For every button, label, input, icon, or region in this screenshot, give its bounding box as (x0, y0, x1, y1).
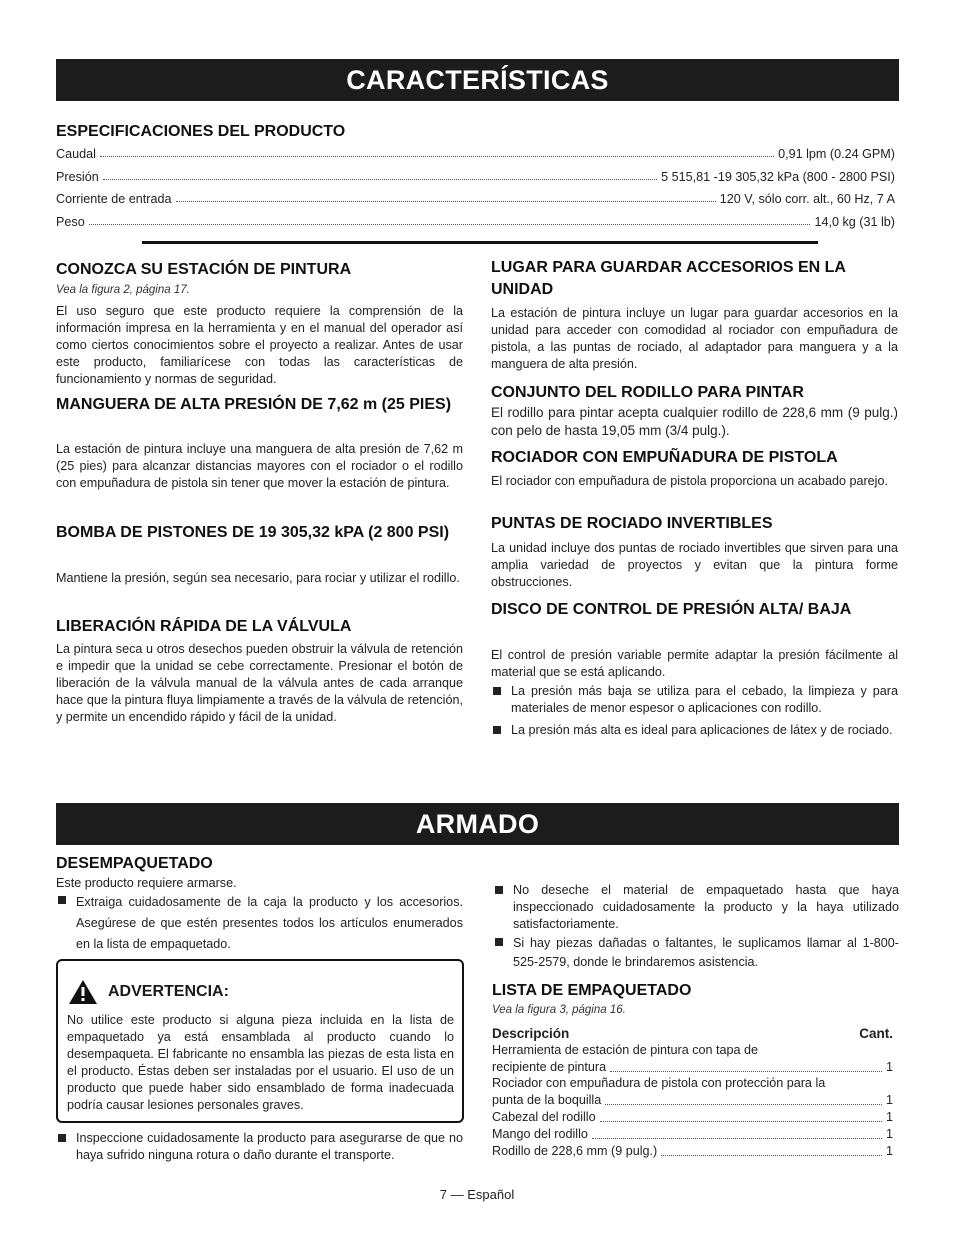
packing-item-qty: 1 (885, 1093, 893, 1107)
spec-row (56, 192, 895, 206)
packing-item-line: Rociador con empuñadura de pistola con protección para la (492, 1076, 826, 1090)
spec-row (56, 215, 895, 229)
warning-title: ADVERTENCIA: (108, 983, 229, 1000)
spec-label: Caudal (56, 147, 96, 161)
leader-dots (610, 1071, 882, 1072)
manguera-text: La estación de pintura incluye una manguera de alta presión de 7,62 m (25 pies) para alcanzar distancias mayores con el rociador o el rodillo con empuñadura de pistola sin tener que mover la estación de pintura. (56, 442, 463, 490)
disco-text: El control de presión variable permite adaptar la presión fácilmente al material que se está aplicando. (491, 648, 898, 679)
rociador-text: El rociador con empuñadura de pistola proporciona un acabado parejo. (491, 474, 888, 488)
warning-box (56, 959, 464, 1123)
table-row (492, 1042, 893, 1076)
bomba-text: Mantiene la presión, según sea necesario, para rociar y utilizar el rodillo. (56, 571, 460, 585)
specs-heading: ESPECIFICACIONES DEL PRODUCTO (56, 123, 346, 140)
spec-row (56, 147, 895, 161)
leader-dots (605, 1104, 882, 1105)
bullet-square-icon (495, 886, 503, 894)
puntas-text: La unidad incluye dos puntas de rociado invertibles que sirven para una amplia variedad de proyectos y evitan que la pintura forme obstrucciones. (491, 541, 898, 589)
bullet-square-icon (495, 938, 503, 946)
spec-value: 120 V, sólo corr. alt., 60 Hz, 7 A (719, 192, 895, 206)
packing-item-qty: 1 (885, 1060, 893, 1074)
divider-rule (142, 241, 818, 244)
desempaquetado-heading: DESEMPAQUETADO (56, 855, 213, 872)
packing-item-name: punta de la boquilla (492, 1093, 602, 1107)
spec-row (56, 170, 895, 184)
leader-dots (103, 179, 657, 180)
conjunto-text: El rodillo para pintar acepta cualquier rodillo de 228,6 mm (9 pulg.) con pelo de hasta 19,05 mm (3/4 pulg.). (491, 405, 898, 438)
packing-col-description: Descripción (492, 1026, 570, 1041)
list-item (491, 683, 898, 717)
table-row (492, 1143, 893, 1160)
spec-label: Corriente de entrada (56, 192, 172, 206)
packing-header-row (492, 1025, 893, 1042)
list-item (56, 892, 463, 955)
manguera-heading: MANGUERA DE ALTA PRESIÓN DE 7,62 m (25 PIES) (56, 396, 452, 413)
spec-value: 0,91 lpm (0.24 GPM) (778, 147, 895, 161)
packing-item-qty: 1 (885, 1110, 893, 1124)
packing-item-name: recipiente de pintura (492, 1060, 607, 1074)
puntas-heading: PUNTAS DE ROCIADO INVERTIBLES (491, 515, 773, 532)
leader-dots (592, 1138, 882, 1139)
bullet-square-icon (493, 687, 501, 695)
packing-item-name: Mango del rodillo (492, 1127, 588, 1141)
packing-item-line: Herramienta de estación de pintura con tapa de (492, 1043, 759, 1057)
packing-col-quantity: Cant. (859, 1026, 893, 1041)
leader-dots (89, 224, 811, 225)
conjunto-heading: CONJUNTO DEL RODILLO PARA PINTAR (491, 384, 804, 401)
table-row (492, 1126, 893, 1143)
liberacion-text: La pintura seca u otros desechos pueden obstruir la válvula de retención e impedir que la unidad se cebe correctamente. Presionar el botón de liberación de la válvula manual de la válvula antes de cada arranque hace que la pintura fluya limpiamente a través de la válvula de retención, y permite un encendido rápido y fácil de la unidad. (56, 642, 463, 724)
bullet-text: No deseche el material de empaquetado hasta que haya inspeccionado cuidadosamente la producto y la haya utilizado satisfactoriamente. (513, 883, 899, 931)
conozca-heading: CONOZCA SU ESTACIÓN DE PINTURA (56, 261, 352, 278)
liberacion-heading: LIBERACIÓN RÁPIDA DE LA VÁLVULA (56, 618, 352, 635)
list-item (493, 934, 899, 972)
spec-value: 5 515,81 -19 305,32 kPa (800 - 2800 PSI) (661, 170, 895, 184)
packing-item-qty: 1 (885, 1144, 893, 1158)
page-footer: 7 — Español (439, 1187, 515, 1202)
bullet-square-icon (58, 1134, 66, 1142)
packing-caption: Vea la figura 3, página 16. (492, 1004, 626, 1016)
packing-item-name: Cabezal del rodillo (492, 1110, 596, 1124)
bullet-text: Extraiga cuidadosamente de la caja la producto y los accesorios. Asegúrese de que estén presentes todos los artículos enumerados en la lista de empaquetado. (76, 895, 463, 951)
packing-heading: LISTA DE EMPAQUETADO (492, 982, 692, 999)
leader-dots (661, 1155, 882, 1156)
warning-triangle-icon (68, 979, 98, 1005)
lugar-text: La estación de pintura incluye un lugar para guardar accesorios en la unidad para acceder con comodidad al rociador con empuñadura de pistola, a las puntas de rociado, al adaptador para manguera y a la manguera de alta presión. (491, 306, 898, 371)
table-row (492, 1075, 893, 1109)
section-banner-caracteristicas: CARACTERÍSTICAS (56, 59, 899, 101)
desempaquetado-intro: Este producto requiere armarse. (56, 876, 237, 890)
bullet-text: La presión más baja se utiliza para el cebado, la limpieza y para materiales de menor espesor o aplicaciones con rodillo. (511, 684, 898, 715)
lugar-heading: LUGAR PARA GUARDAR ACCESORIOS EN LA UNIDAD (491, 259, 846, 298)
list-item (491, 722, 898, 739)
warning-text: No utilice este producto si alguna pieza incluida en la lista de empaquetado ya está ensamblada al producto cuando lo desempaqueta. El fabricante no ensambla las piezas de esta lista en el producto. Éstas deben ser instaladas por el usuario. El uso de un producto que puede haber sido ensamblado de forma inadecuada podría causar lesiones personales graves. (67, 1013, 454, 1112)
disco-heading: DISCO DE CONTROL DE PRESIÓN ALTA/ BAJA (491, 601, 852, 618)
spec-value: 14,0 kg (31 lb) (814, 215, 895, 229)
section-banner-armado: ARMADO (56, 803, 899, 845)
conozca-caption: Vea la figura 2, página 17. (56, 284, 190, 296)
packing-item-qty: 1 (885, 1127, 893, 1141)
rociador-heading: ROCIADOR CON EMPUÑADURA DE PISTOLA (491, 449, 838, 466)
spec-label: Presión (56, 170, 99, 184)
bullet-text: La presión más alta es ideal para aplicaciones de látex y de rociado. (511, 723, 893, 737)
leader-dots (600, 1121, 882, 1122)
bullet-text: Inspeccione cuidadosamente la producto para asegurarse de que no haya sufrido ninguna rotura o daño durante el transporte. (76, 1131, 463, 1162)
leader-dots (176, 201, 716, 202)
list-item (493, 882, 899, 933)
bomba-heading: BOMBA DE PISTONES DE 19 305,32 kPA (2 800 PSI) (56, 524, 450, 541)
bullet-text: Si hay piezas dañadas o faltantes, le suplicamos llamar al 1-800-525-2579, donde le brindaremos asistencia. (513, 936, 899, 969)
table-row (492, 1109, 893, 1126)
leader-dots (100, 156, 774, 157)
list-item (56, 1130, 463, 1164)
conozca-text: El uso seguro que este producto requiere la comprensión de la información impresa en la herramienta y en el manual del operador así como ciertos conocimientos sobre el proyecto a realizar. Antes de usar este producto, familiarícese con todas las características de funcionamiento y normas de seguridad. (56, 304, 463, 386)
bullet-square-icon (493, 726, 501, 734)
packing-item-name: Rodillo de 228,6 mm (9 pulg.) (492, 1144, 658, 1158)
bullet-square-icon (58, 896, 66, 904)
spec-label: Peso (56, 215, 85, 229)
